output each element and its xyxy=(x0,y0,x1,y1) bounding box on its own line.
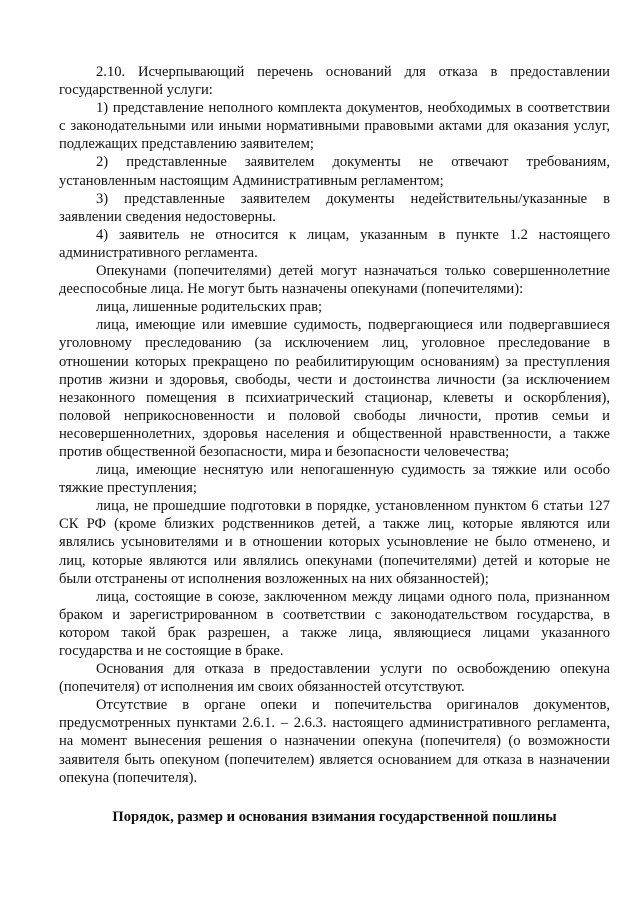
paragraph-missing-originals: Отсутствие в органе опеки и попечительства оригиналов документов, предусмотренных пунктами 2.6.1. – 2.6.3. настоящего административного регламента, на момент вынесения решения о назначении опекуна (попечителя) (о возможности заявителя быть опекуном (попечителем) является основанием для отказа в назначении опекуна (попечителя). xyxy=(59,697,610,786)
paragraph-reason-1: 1) представление неполного комплекта документов, необходимых в соответствии с законодательными или иными нормативными правовыми актами для оказания услуг, подлежащих представлению заявителем; xyxy=(59,100,610,153)
paragraph-criminal-record: лица, имеющие или имевшие судимость, подвергающиеся или подвергавшиеся уголовному преследованию (за исключением лиц, уголовное преследование в отношении которых прекращено по реабилитирующим основаниям) за преступления против жизни и здоровья, свободы, чести и достоинства личности (за исключением незаконного помещения в психиатрический стационар, клеветы и оскорбления), половой неприкосновенности и половой свободы личности, против семьи и несовершеннолетних, здоровья населения и общественной нравственности, а также против общественной безопасности, мира и безопасности человечества; xyxy=(59,317,610,460)
section-heading: Порядок, размер и основания взимания государственной пошлины xyxy=(112,809,557,825)
paragraph-unexpunged-record: лица, имеющие неснятую или непогашенную судимость за тяжкие или особо тяжкие преступления; xyxy=(59,462,610,497)
paragraph-reason-2: 2) представленные заявителем документы не отвечают требованиям, установленным настоящим Административным регламентом; xyxy=(59,154,610,189)
paragraph-no-training: лица, не прошедшие подготовки в порядке, установленном пунктом 6 статьи 127 СК РФ (кроме близких родственников детей, а также лиц, которые являются или являлись усыновителями и в отношении которых усыновление не было отменено, и лиц, которые являются или являлись опекунами (попечителями) детей и которые не были отстранены от исполнения возложенных на них обязанностей); xyxy=(59,498,610,587)
paragraph-2-10-intro: 2.10. Исчерпывающий перечень оснований для отказа в предоставлении государственной услуги: xyxy=(59,64,610,99)
paragraph-release-grounds: Основания для отказа в предоставлении услуги по освобождению опекуна (попечителя) от исполнения им своих обязанностей отсутствуют. xyxy=(59,661,610,696)
paragraph-reason-3: 3) представленные заявителем документы недействительны/указанные в заявлении сведения недостоверны. xyxy=(59,190,610,225)
paragraph-reason-4: 4) заявитель не относится к лицам, указанным в пункте 1.2 настоящего административного регламента. xyxy=(59,226,610,261)
document-body xyxy=(59,63,610,787)
paragraph-deprived-rights: лица, лишенные родительских прав; xyxy=(96,299,323,316)
paragraph-same-sex-union: лица, состоящие в союзе, заключенном между лицами одного пола, признанном браком и зарегистрированном в соответствии с законодательством государства, в котором такой брак разрешен, а также лица, являющиеся лицами указанного государства и не состоящие в браке. xyxy=(59,588,610,659)
paragraph-guardians-intro: Опекунами (попечителями) детей могут назначаться только совершеннолетние дееспособные лица. Не могут быть назначены опекунами (попечителями): xyxy=(59,263,610,298)
